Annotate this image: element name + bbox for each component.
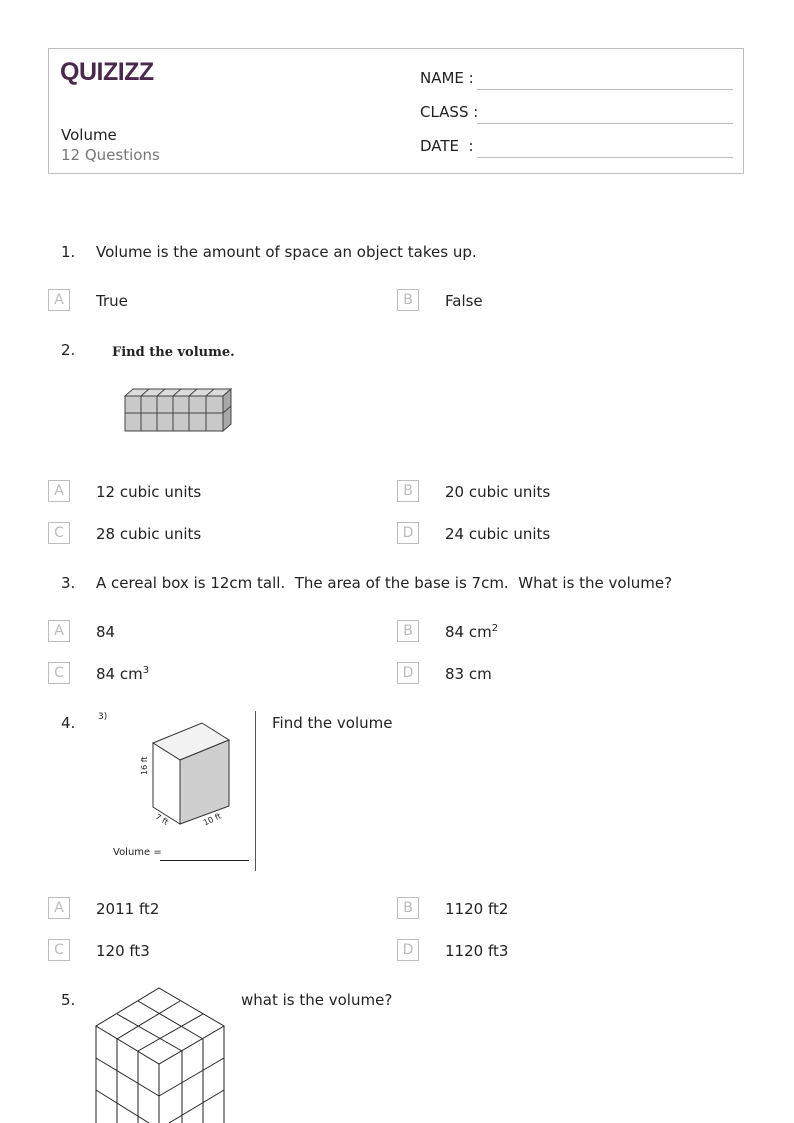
option-text: 28 cubic units	[96, 525, 202, 543]
option-text: True	[96, 292, 128, 310]
question-text: Volume is the amount of space an object takes up.	[96, 243, 477, 261]
option-text: 12 cubic units	[96, 483, 202, 501]
name-label: NAME :	[420, 69, 474, 87]
option-text: False	[445, 292, 483, 310]
superscript: 2	[491, 623, 499, 634]
option-letter[interactable]: A	[48, 480, 70, 502]
option-text	[96, 665, 149, 683]
option-letter[interactable]: B	[397, 620, 419, 642]
name-field[interactable]	[477, 89, 733, 90]
option-text: 84	[96, 623, 116, 641]
question-number: 3.	[61, 574, 76, 592]
question-number: 1.	[61, 243, 76, 261]
option-text: 1120 ft2	[445, 900, 509, 918]
option-text: 2011 ft2	[96, 900, 160, 918]
question-number: 2.	[61, 341, 76, 359]
option-text: 120 ft3	[96, 942, 150, 960]
question-number: 5.	[61, 991, 76, 1009]
question-text: Find the volume	[272, 714, 393, 732]
option-letter[interactable]: B	[397, 289, 419, 311]
option-text: 1120 ft3	[445, 942, 509, 960]
option-text-main: 84 cm	[445, 623, 492, 641]
volume-label: Volume =	[113, 847, 162, 858]
option-letter[interactable]: A	[48, 897, 70, 919]
question-number: 4.	[61, 714, 76, 732]
quizizz-logo: QUIZIZZ	[60, 58, 154, 86]
option-text: 20 cubic units	[445, 483, 551, 501]
option-text: 24 cubic units	[445, 525, 551, 543]
depth-label: 10 ft	[201, 811, 223, 828]
option-letter[interactable]: C	[48, 939, 70, 961]
option-letter[interactable]: C	[48, 522, 70, 544]
option-text: 83 cm	[445, 665, 492, 683]
question-text: what is the volume?	[241, 991, 393, 1009]
question-image-caption: Find the volume.	[112, 345, 235, 360]
worksheet-title: Volume	[61, 126, 117, 144]
date-field[interactable]	[477, 157, 733, 158]
question-text: A cereal box is 12cm tall. The area of the base is 7cm. What is the volume?	[96, 574, 673, 592]
answer-line	[160, 860, 249, 861]
question-count: 12 Questions	[61, 146, 160, 164]
option-letter[interactable]: D	[397, 939, 419, 961]
option-letter[interactable]: C	[48, 662, 70, 684]
class-field[interactable]	[477, 123, 733, 124]
divider	[255, 711, 256, 871]
height-label: 16 ft	[140, 756, 149, 775]
option-letter[interactable]: B	[397, 480, 419, 502]
date-label: DATE :	[420, 137, 474, 155]
option-letter[interactable]: A	[48, 620, 70, 642]
option-letter[interactable]: B	[397, 897, 419, 919]
figure-label: 3)	[98, 712, 108, 722]
cube-grid-figure	[94, 986, 228, 1123]
option-text-main: 84 cm	[96, 665, 143, 683]
option-letter[interactable]: D	[397, 522, 419, 544]
option-letter[interactable]: D	[397, 662, 419, 684]
width-label: 7 ft	[153, 812, 170, 827]
rectangular-prism-figure	[140, 720, 240, 830]
option-text	[445, 623, 498, 641]
cube-blocks-figure	[120, 386, 232, 434]
option-letter[interactable]: A	[48, 289, 70, 311]
class-label: CLASS :	[420, 103, 479, 121]
superscript: 3	[142, 665, 150, 676]
